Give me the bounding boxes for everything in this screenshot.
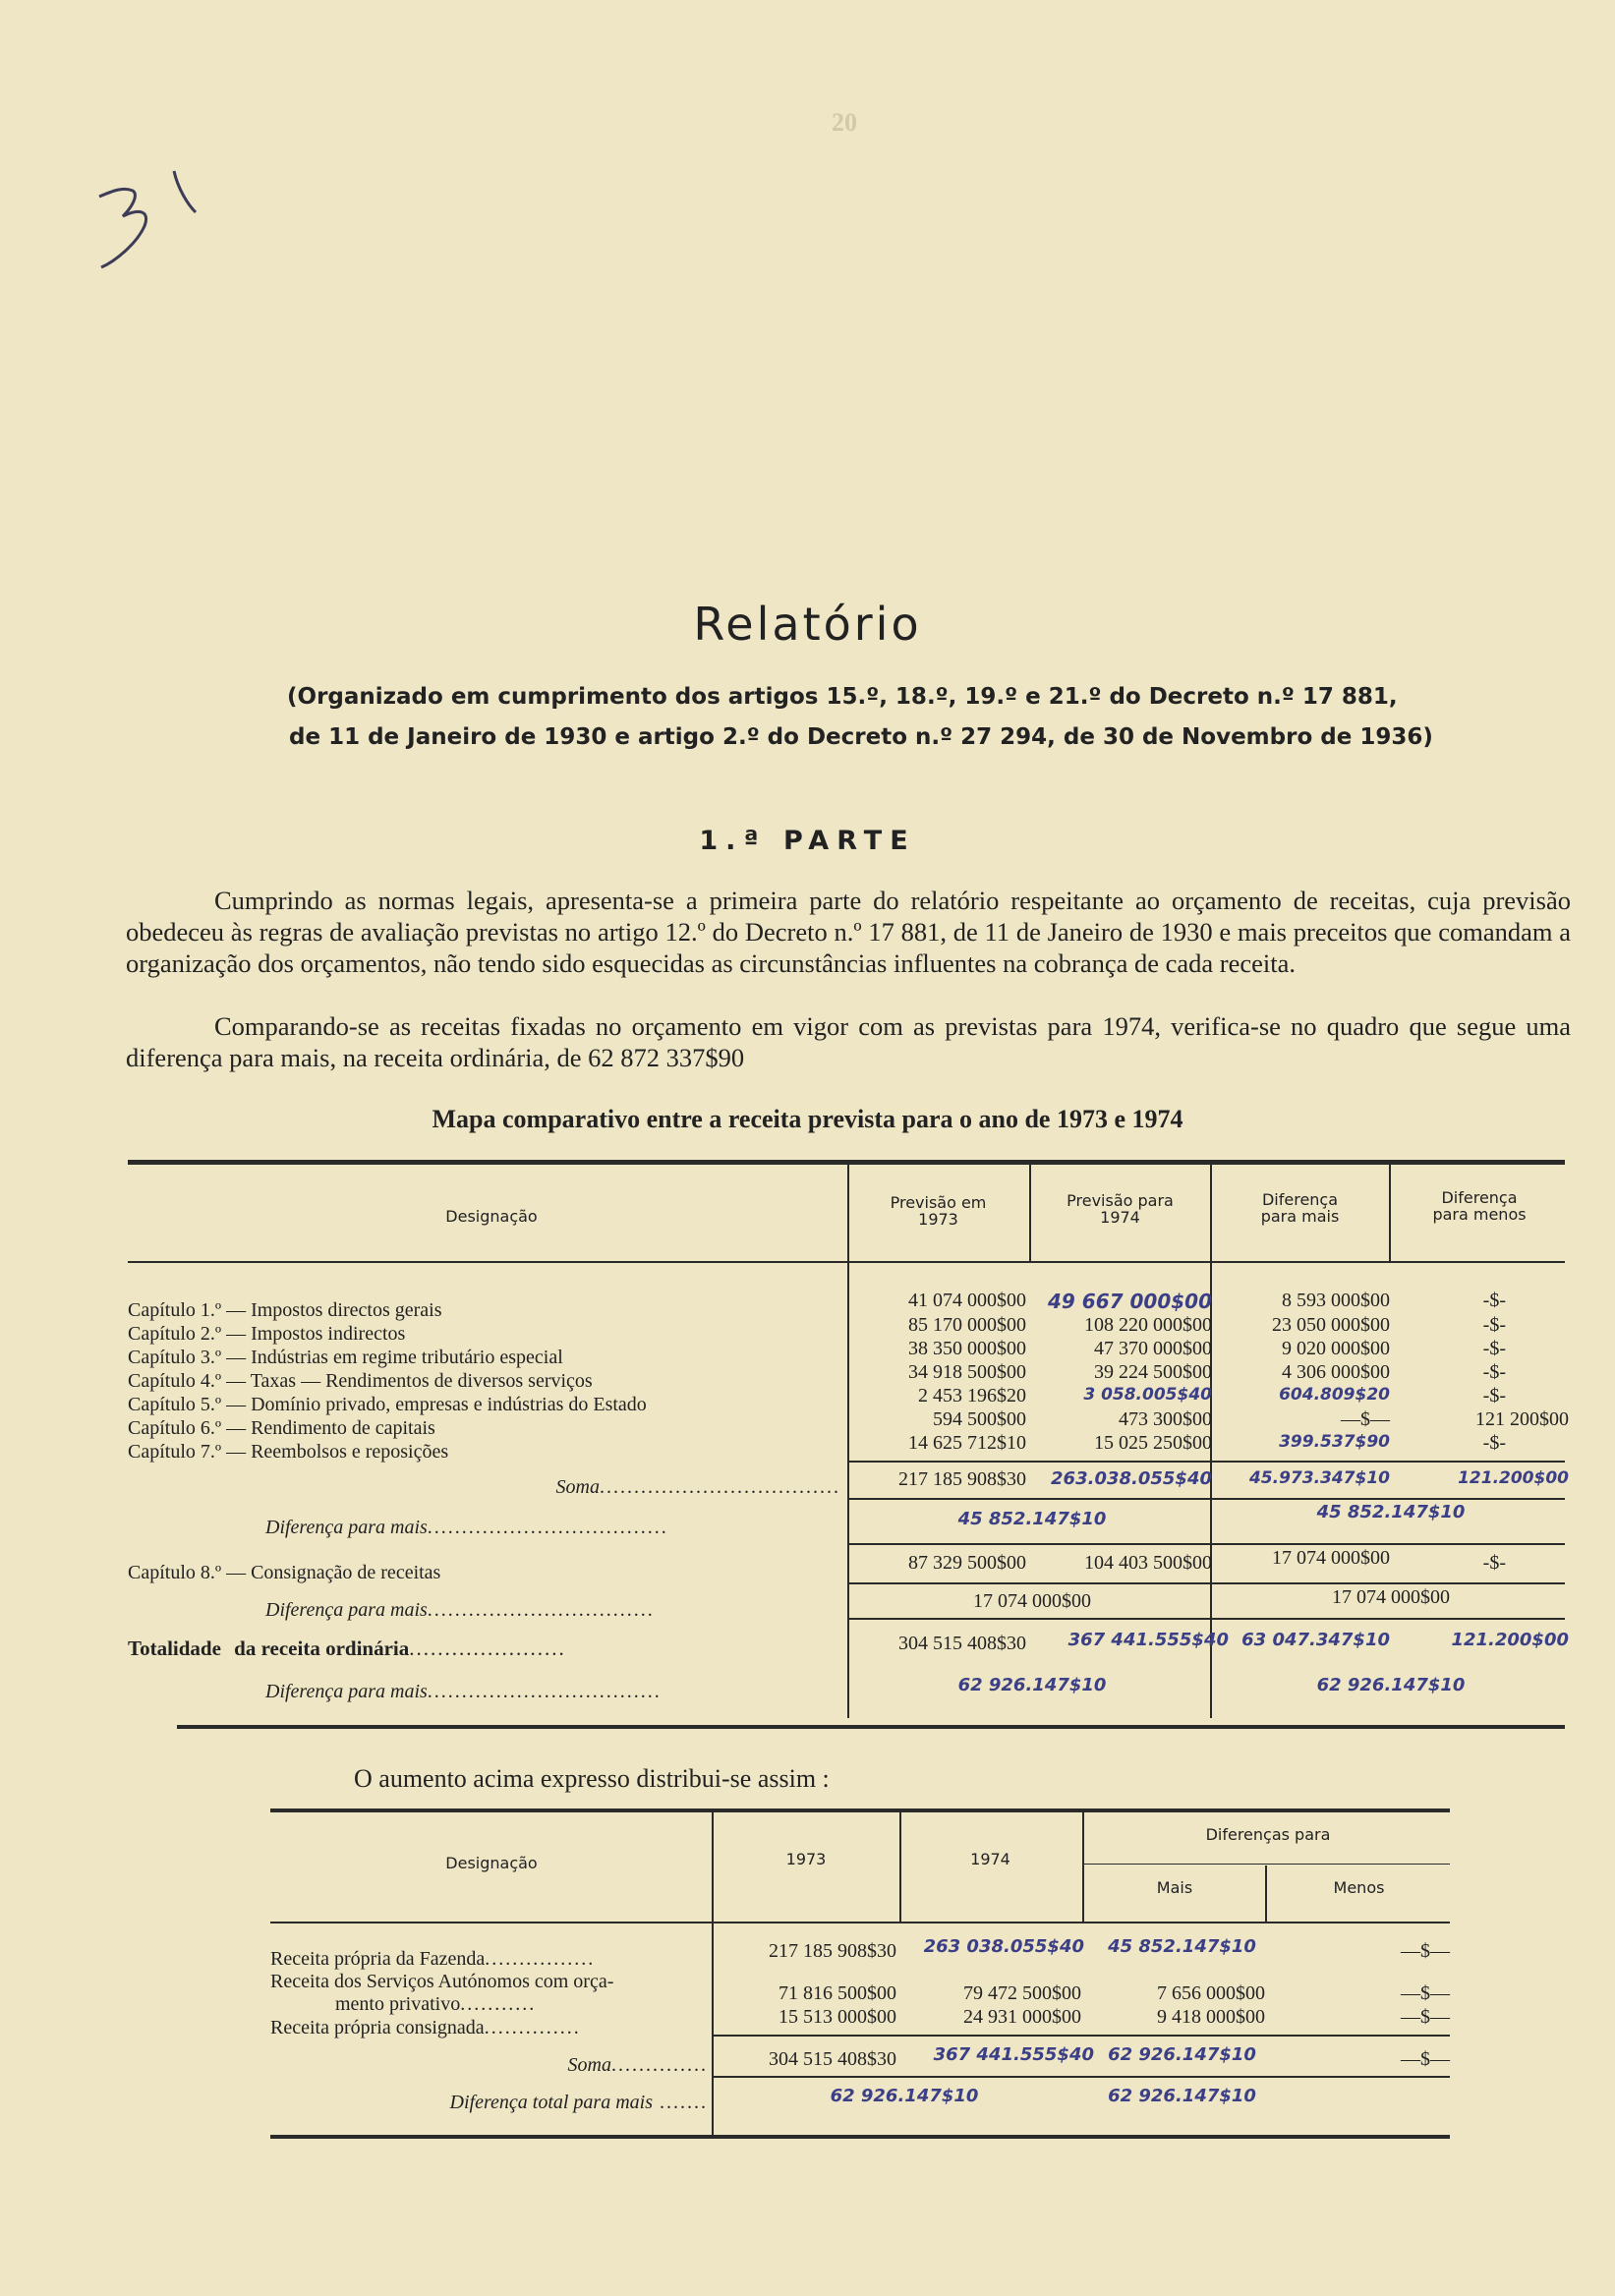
t1-row-1973: 2 453 196$20 (918, 1385, 1026, 1406)
t1-row-label: Capítulo 4.º — Taxas — Rendimentos de diversos serviços (128, 1370, 593, 1392)
t1-soma-1974: 263.038.055$40 (1051, 1468, 1212, 1489)
part-heading: 1.ª PARTE (699, 826, 916, 856)
t1-row-1973: 34 918 500$00 (908, 1361, 1026, 1383)
t1-row-mais: 4 306 000$00 (1282, 1361, 1390, 1383)
t1-head-1973 (857, 1194, 1019, 1228)
t2-rule-2 (712, 2076, 1450, 2078)
t1-row-mais: 399.537$90 (1279, 1432, 1390, 1452)
t1-head-designacao: Designação (445, 1207, 538, 1226)
t2-row-1974: 263 038.055$40 (923, 1936, 1084, 1957)
t2-dif-label (270, 2092, 708, 2114)
table2-col-divider-2 (899, 1811, 901, 1922)
t1-row-1973: 594 500$00 (933, 1408, 1026, 1430)
leader-dots: .................................. (427, 1681, 662, 1702)
t1-row-menos: -$- (1482, 1432, 1506, 1454)
t1-dif1-value-1: 45 852.147$10 (957, 1509, 1107, 1529)
t1-total-1974: 367 441.555$40 (1067, 1630, 1229, 1650)
table2-bottom-rule (270, 2135, 1450, 2139)
page-number-faint: 20 (832, 108, 857, 137)
t2-row-menos: —$— (1401, 1940, 1450, 1962)
t1-dif2-value-2: 17 074 000$00 (1332, 1586, 1450, 1608)
t1-row-menos: -$- (1482, 1361, 1506, 1383)
t1-head-menos (1396, 1189, 1563, 1223)
t1-soma-rule (847, 1461, 1565, 1463)
t2-row-label-text: Receita própria da Fazenda (270, 1948, 486, 1970)
leader-dots: ................................... (600, 1476, 840, 1498)
leader-dots: ................................. (427, 1599, 655, 1621)
t2-row-label (270, 1971, 613, 2016)
t2-head-1974: 1974 (970, 1850, 1010, 1868)
t2-head-1973: 1973 (785, 1850, 827, 1868)
leader-dots: .............. (611, 2054, 708, 2076)
table1-title: Mapa comparativo entre a receita prevista para o ano de 1973 e 1974 (432, 1105, 1183, 1133)
t2-row-mais: 7 656 000$00 (1157, 1982, 1265, 2004)
t1-total-1973: 304 515 408$30 (898, 1633, 1026, 1654)
t1-soma-mais: 45.973.347$10 (1248, 1468, 1390, 1488)
t2-row-label-text: Receita própria consignada (270, 2017, 485, 2038)
table2-col-divider-1 (712, 1811, 714, 2136)
t1-row-1973: 14 625 712$10 (908, 1432, 1026, 1454)
t1-head-1974-b: 1974 (1100, 1208, 1140, 1227)
paragraph-1: Cumprindo as normas legais, apresenta-se a primeira parte do relatório respeitante ao orçamento de receitas, cuja previsão obedeceu às regras de avaliação previstas no artigo 12.º do Decreto n.º 17 881, de 11 de Janeiro de 1930 e mais preceitos que comandam a organização dos orçamentos, não tendo sido esquecidas as circunstâncias influentes na cobrança de cada receita. (126, 886, 1571, 978)
t2-soma-menos: —$— (1401, 2048, 1450, 2070)
t1-row-label: Capítulo 2.º — Impostos indirectos (128, 1323, 406, 1345)
t2-dif-value-1: 62 926.147$10 (830, 2086, 979, 2106)
table2-top-rule (270, 1808, 1450, 1812)
t1-total-label-b: da receita ordinária (234, 1636, 410, 1660)
t1-dif1-label-text: Diferença para mais (265, 1517, 428, 1538)
t1-head-1974-a: Previsão para (1067, 1191, 1174, 1210)
t1-dif3-label (265, 1681, 662, 1703)
t1-head-1974 (1039, 1192, 1201, 1226)
t2-dif-value-2: 62 926.147$10 (1108, 2086, 1256, 2106)
t2-soma-1973: 304 515 408$30 (769, 2048, 896, 2070)
t2-row-menos: —$— (1401, 2006, 1450, 2028)
page-title: Relatório (693, 598, 922, 651)
t1-total-mais: 63 047.347$10 (1241, 1630, 1390, 1650)
t2-head-mais: Mais (1156, 1878, 1193, 1897)
t1-total-label (128, 1636, 566, 1661)
t1-row-1973: 85 170 000$00 (908, 1314, 1026, 1336)
t2-head-dif: Diferenças para (1205, 1825, 1331, 1844)
t2-row-mais: 45 852.147$10 (1108, 1936, 1256, 1957)
t1-total-menos: 121.200$00 (1451, 1630, 1569, 1650)
t1-cap8-mais: 17 074 000$00 (1272, 1547, 1390, 1569)
t1-total-label-a: Totalidade (128, 1636, 221, 1660)
t1-row-label: Capítulo 6.º — Rendimento de capitais (128, 1417, 435, 1439)
leader-dots: ...................... (409, 1636, 566, 1660)
t1-row-1973: 41 074 000$00 (908, 1290, 1026, 1311)
t1-row-menos: -$- (1482, 1314, 1506, 1336)
t1-dif1-label (265, 1517, 668, 1539)
t2-head-menos: Menos (1333, 1878, 1385, 1897)
t1-row-label: Capítulo 1.º — Impostos directos gerais (128, 1299, 442, 1321)
t1-row-menos: 121 200$00 (1475, 1408, 1569, 1430)
table2-header-rule (270, 1922, 1450, 1923)
t1-row-1973: 38 350 000$00 (908, 1338, 1026, 1359)
t1-row-menos: -$- (1482, 1338, 1506, 1359)
t2-soma-label (270, 2054, 708, 2077)
t1-row-1974: 108 220 000$00 (1084, 1314, 1212, 1336)
t2-row-1973: 71 816 500$00 (779, 1982, 896, 2004)
t2-row-1974: 24 931 000$00 (963, 2006, 1081, 2028)
t1-dif1-value-2: 45 852.147$10 (1316, 1502, 1466, 1522)
t2-dif-label-text: Diferença total para mais (449, 2092, 653, 2113)
t1-row-label: Capítulo 3.º — Indústrias em regime tributário especial (128, 1347, 563, 1368)
t1-soma-menos: 121.200$00 (1458, 1468, 1569, 1488)
t1-head-mais (1219, 1191, 1381, 1225)
t1-cap8-1974: 104 403 500$00 (1084, 1552, 1212, 1574)
t1-row-1974: 473 300$00 (1119, 1408, 1212, 1430)
t1-row-mais: 9 020 000$00 (1282, 1338, 1390, 1359)
t1-row-mais: —$— (1341, 1408, 1390, 1430)
t2-soma-1974: 367 441.555$40 (933, 2044, 1094, 2065)
t1-row-1974: 3 058.005$40 (1083, 1385, 1212, 1405)
t1-row-mais: 23 050 000$00 (1272, 1314, 1390, 1336)
t2-row-1973: 15 513 000$00 (779, 2006, 896, 2028)
t2-row-1973: 217 185 908$30 (769, 1940, 896, 1962)
leader-dots: ........... (460, 1993, 537, 2015)
t1-head-1973-b: 1973 (918, 1210, 958, 1229)
t1-row-label: Capítulo 5.º — Domínio privado, empresas e indústrias do Estado (128, 1394, 647, 1415)
t1-head-menos-b: para menos (1432, 1205, 1527, 1224)
t1-dif3-label-text: Diferença para mais (265, 1681, 428, 1702)
table2-diff-subrule (1084, 1864, 1450, 1865)
table1-col-divider-4 (1389, 1163, 1391, 1261)
t1-soma-label-text: Soma (555, 1476, 600, 1498)
t1-row-label: Capítulo 7.º — Reembolsos e reposições (128, 1441, 449, 1463)
t1-row-menos: -$- (1482, 1385, 1506, 1406)
handwritten-mark (93, 165, 221, 293)
t1-dif2-value-1: 17 074 000$00 (973, 1590, 1091, 1612)
t2-soma-mais: 62 926.147$10 (1108, 2044, 1256, 2065)
t2-row-label-a: Receita dos Serviços Autónomos com orça- (270, 1971, 614, 1992)
t1-rule-3 (847, 1543, 1565, 1545)
subtitle-line-1: (Organizado em cumprimento dos artigos 15.º, 18.º, 19.º e 21.º do Decreto n.º 17 881, (287, 684, 1398, 710)
t1-row-mais: 8 593 000$00 (1282, 1290, 1390, 1311)
table2-col-divider-3 (1082, 1811, 1084, 1922)
t2-row-label (270, 2017, 581, 2039)
leader-dots: ................ (485, 1948, 596, 1970)
t1-row-menos: -$- (1482, 1290, 1506, 1311)
t1-cap8-label: Capítulo 8.º — Consignação de receitas (128, 1562, 441, 1583)
leader-dots: ................................... (427, 1517, 668, 1538)
t1-head-1973-a: Previsão em (890, 1193, 987, 1212)
table1-col-divider-1 (847, 1163, 849, 1718)
t2-head-designacao: Designação (445, 1854, 538, 1872)
t1-head-menos-a: Diferença (1441, 1188, 1518, 1207)
t2-row-1974: 79 472 500$00 (963, 1982, 1081, 2004)
t1-row-mais: 604.809$20 (1279, 1385, 1390, 1405)
t2-soma-rule (712, 2035, 1450, 2037)
leader-dots: ....... (653, 2092, 708, 2113)
t2-row-label-b (270, 1993, 613, 2016)
subtitle-line-2: de 11 de Janeiro de 1930 e artigo 2.º do Decreto n.º 27 294, de 30 de Novembro de 1936) (289, 724, 1433, 750)
t1-row-1974: 15 025 250$00 (1094, 1432, 1212, 1454)
t1-cap8-menos: -$- (1482, 1552, 1506, 1574)
table2-col-divider-4 (1265, 1866, 1267, 1922)
t1-row-1974: 49 667 000$00 (1047, 1290, 1212, 1313)
t2-row-menos: —$— (1401, 1982, 1450, 2004)
t1-row-1974: 47 370 000$00 (1094, 1338, 1212, 1359)
t2-row-label-b-text: mento privativo (335, 1993, 461, 2015)
t1-head-mais-a: Diferença (1261, 1190, 1339, 1209)
t1-dif3-value-1: 62 926.147$10 (957, 1675, 1107, 1695)
t1-rule-2 (847, 1498, 1565, 1500)
t1-cap8-1973: 87 329 500$00 (908, 1552, 1026, 1574)
t1-dif2-label-text: Diferença para mais (265, 1599, 428, 1621)
t1-head-mais-b: para mais (1260, 1207, 1340, 1226)
table1-header-rule (128, 1261, 1565, 1263)
t1-row-1974: 39 224 500$00 (1094, 1361, 1212, 1383)
table1-bottom-rule (177, 1725, 1565, 1729)
table1-col-divider-2 (1029, 1163, 1031, 1261)
paragraph-2: Comparando-se as receitas fixadas no orçamento em vigor com as previstas para 1974, verifica-se no quadro que segue uma diferença para mais, na receita ordinária, de 62 872 337$90 (126, 1011, 1571, 1072)
t2-row-label (270, 1948, 595, 1971)
t1-rule-5 (847, 1618, 1565, 1620)
t1-soma-label (128, 1476, 840, 1499)
table1-top-rule (128, 1160, 1565, 1165)
t1-rule-4 (847, 1582, 1565, 1584)
t1-dif2-label (265, 1599, 655, 1622)
t1-soma-1973: 217 185 908$30 (898, 1468, 1026, 1490)
t1-dif3-value-2: 62 926.147$10 (1316, 1675, 1466, 1695)
table2-intro: O aumento acima expresso distribui-se assim : (354, 1764, 830, 1793)
t2-soma-label-text: Soma (567, 2054, 611, 2076)
leader-dots: .............. (484, 2017, 581, 2038)
t2-row-mais: 9 418 000$00 (1157, 2006, 1265, 2028)
